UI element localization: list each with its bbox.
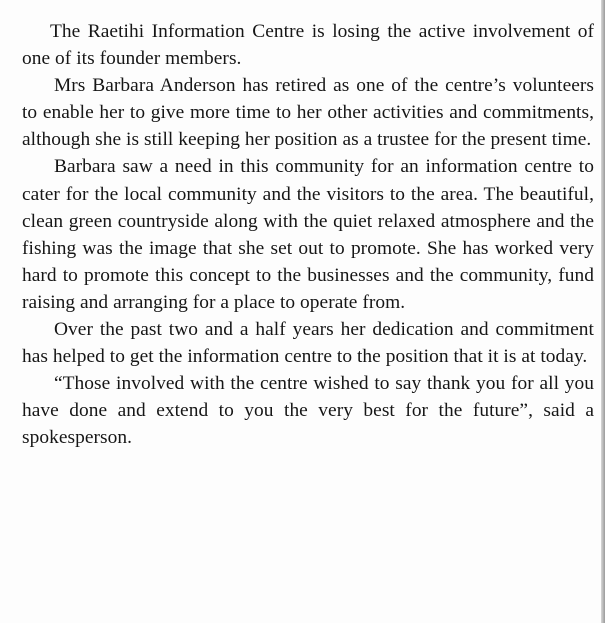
paragraph-3: Barbara saw a need in this community for an information centre to cater for the local community and the visitors to the area. The beautiful, clean green countryside along with the quiet relaxed atmosphere and the fishing was the image that she set out to promote. She has worked very hard to promote this concept to the businesses and the community, fund raising and arranging for a place to operate from. — [22, 156, 594, 313]
paragraph-4: Over the past two and a half years her dedication and commitment has helped to get the information centre to the position that it is at today. — [22, 319, 594, 368]
paragraph-2: Mrs Barbara Anderson has retired as one of the centre’s volunteers to enable her to give more time to her other activities and commitments, although she is still keeping her position as a trustee for the present time. — [22, 75, 594, 151]
article-body — [22, 18, 594, 452]
page-edge-shadow — [601, 0, 605, 623]
paragraph-5: “Those involved with the centre wished to say thank you for all you have done and extend to you the very best for the future”, said a spokesperson. — [22, 373, 594, 449]
paragraph-1: The Raetihi Information Centre is losing the active involvement of one of its founder members. — [22, 21, 594, 70]
